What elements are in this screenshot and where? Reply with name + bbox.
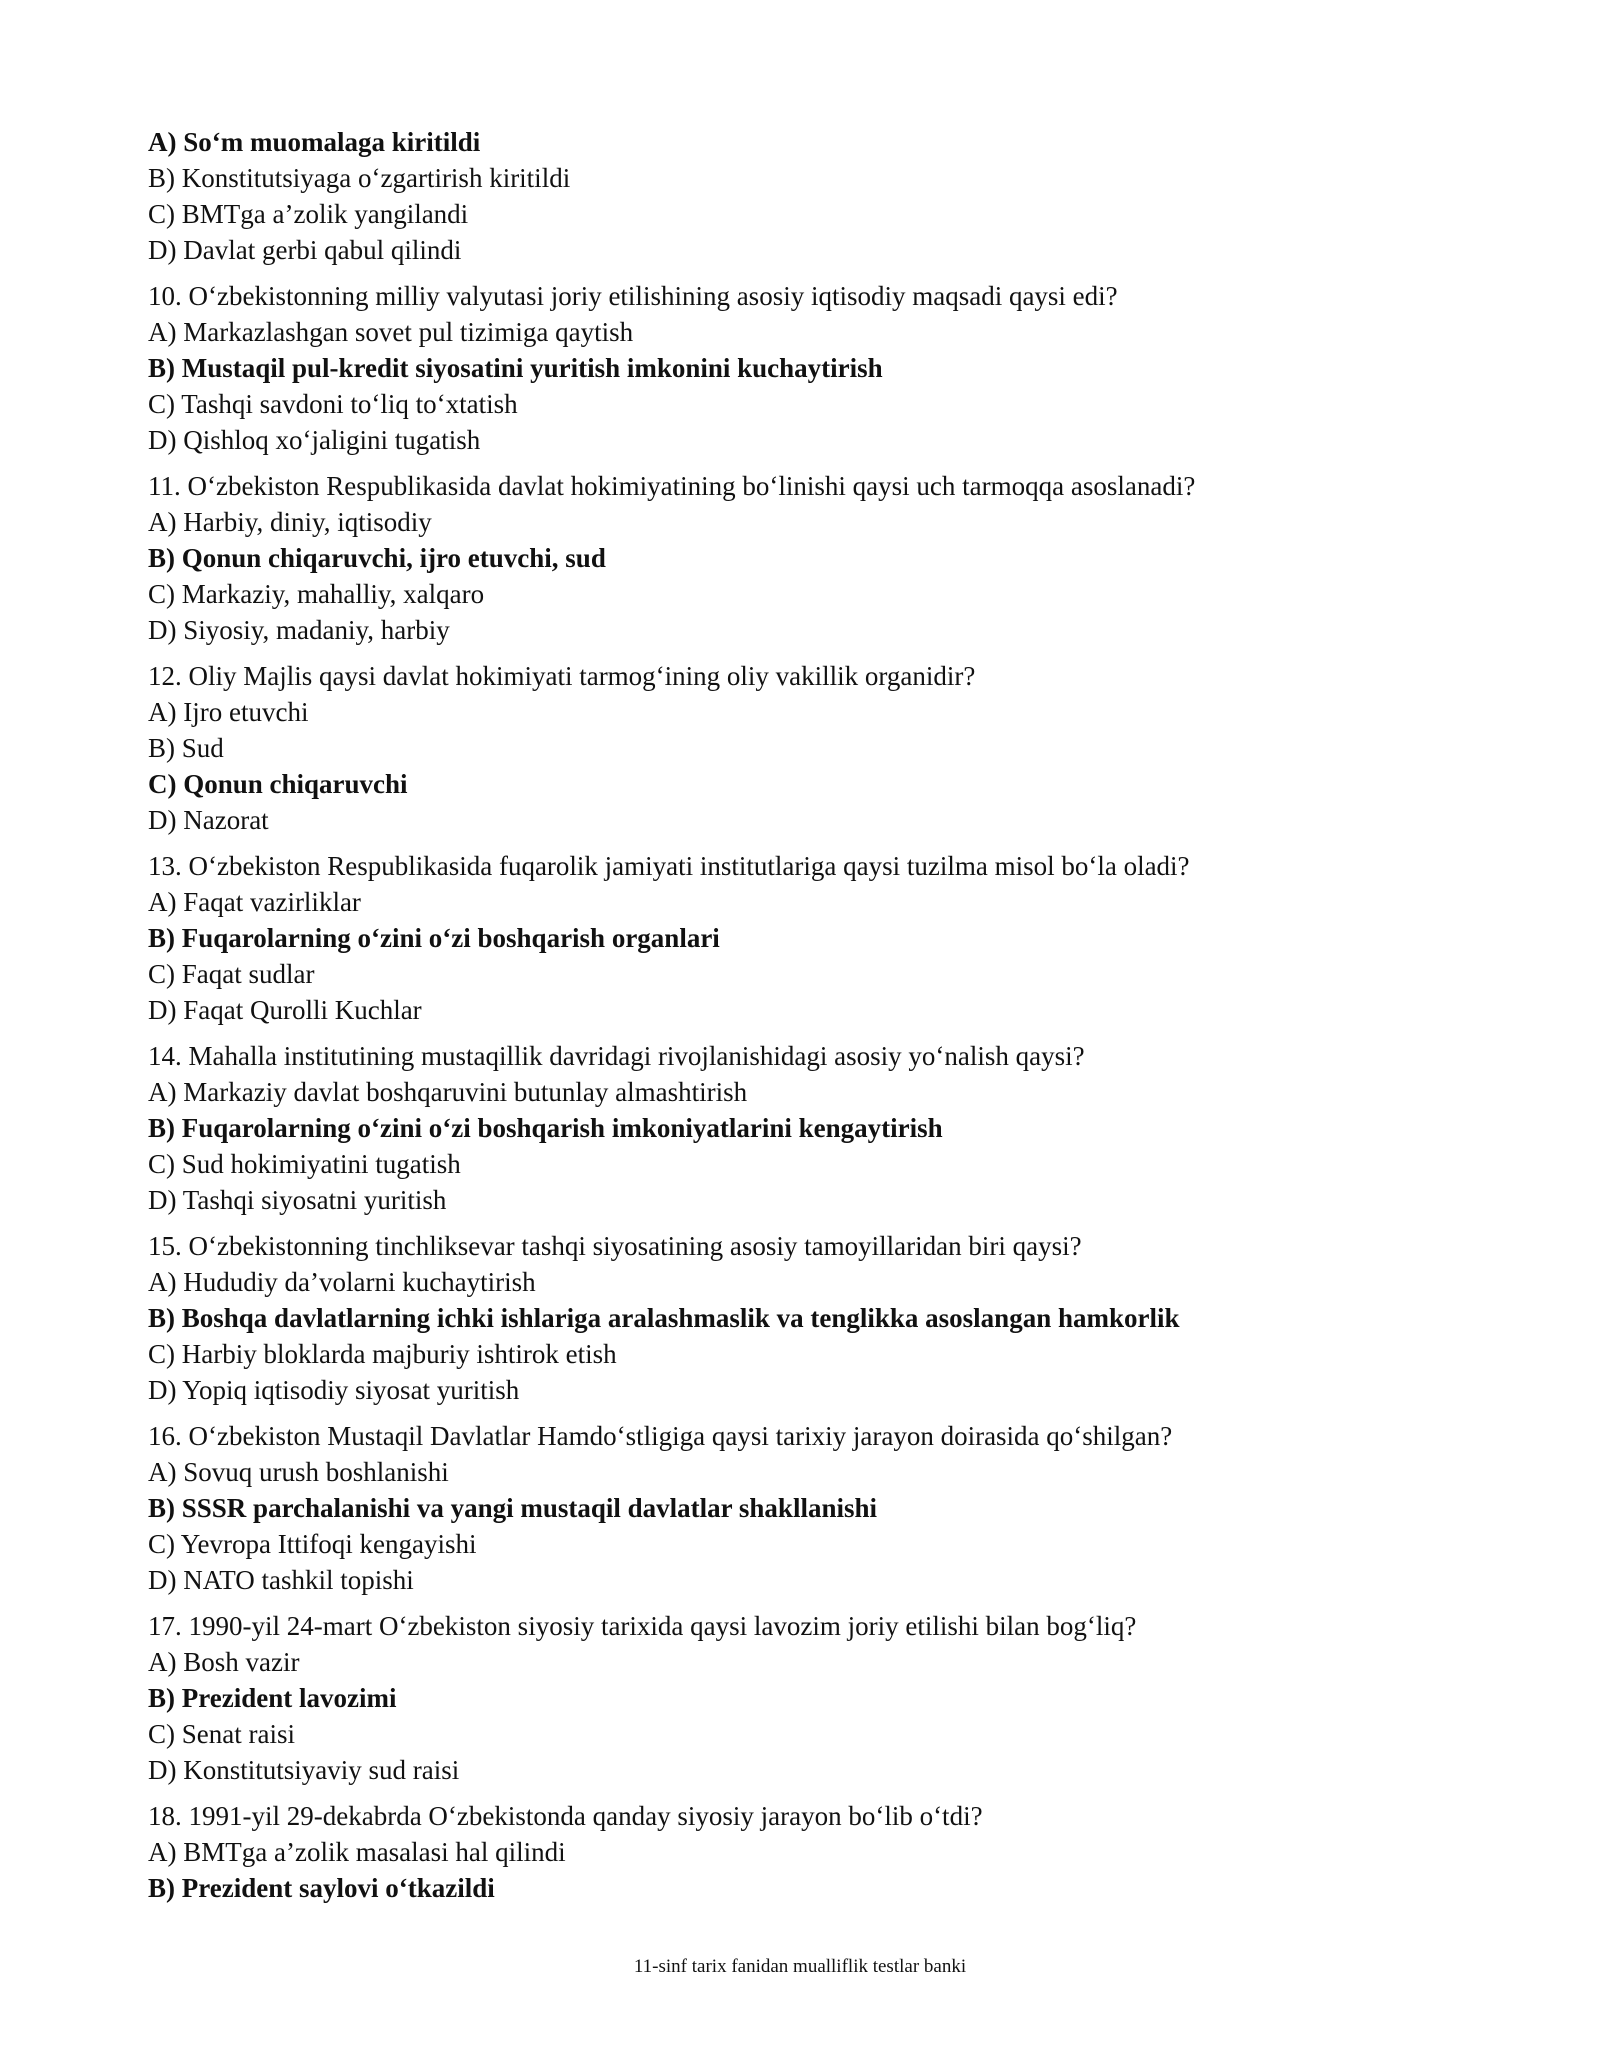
answer-option: A) Harbiy, diniy, iqtisodiy xyxy=(148,507,432,537)
answer-option-correct: B) Mustaqil pul-kredit siyosatini yuritish imkonini kuchaytirish xyxy=(148,353,883,383)
question-text: 15. O‘zbekistonning tinchliksevar tashqi siyosatining asosiy tamoyillaridan biri qaysi? xyxy=(148,1231,1082,1261)
answer-option-correct: B) Fuqarolarning o‘zini o‘zi boshqarish imkoniyatlarini kengaytirish xyxy=(148,1113,943,1143)
question-text: 11. O‘zbekiston Respublikasida davlat hokimiyatining bo‘linishi qaysi uch tarmoqqa asoslanadi? xyxy=(148,471,1196,501)
answer-option: C) Yevropa Ittifoqi kengayishi xyxy=(148,1529,477,1559)
answer-option: B) Sud xyxy=(148,733,224,763)
answer-option: A) Markazlashgan sovet pul tizimiga qaytish xyxy=(148,317,634,347)
question-block-16 xyxy=(148,1418,1488,1598)
answer-option: D) Yopiq iqtisodiy siyosat yuritish xyxy=(148,1375,520,1405)
answer-option: C) BMTga a’zolik yangilandi xyxy=(148,199,469,229)
question-block-18 xyxy=(148,1798,1488,1906)
answer-option: C) Markaziy, mahalliy, xalqaro xyxy=(148,579,485,609)
answer-option: D) Davlat gerbi qabul qilindi xyxy=(148,235,462,265)
answer-option: A) Faqat vazirliklar xyxy=(148,887,361,917)
answer-option-correct: B) SSSR parchalanishi va yangi mustaqil davlatlar shakllanishi xyxy=(148,1493,877,1523)
answer-option: C) Faqat sudlar xyxy=(148,959,315,989)
answer-option-correct: B) Prezident saylovi o‘tkazildi xyxy=(148,1873,495,1903)
answer-option: C) Sud hokimiyatini tugatish xyxy=(148,1149,461,1179)
answer-option: A) Ijro etuvchi xyxy=(148,697,309,727)
answer-option: B) Konstitutsiyaga o‘zgartirish kiritildi xyxy=(148,163,571,193)
question-block-12 xyxy=(148,658,1488,838)
question-text: 12. Oliy Majlis qaysi davlat hokimiyati tarmog‘ining oliy vakillik organidir? xyxy=(148,661,976,691)
answer-option: A) Markaziy davlat boshqaruvini butunlay almashtirish xyxy=(148,1077,748,1107)
answer-option: D) Konstitutsiyaviy sud raisi xyxy=(148,1755,460,1785)
answer-option: A) Hududiy da’volarni kuchaytirish xyxy=(148,1267,536,1297)
answer-option: C) Senat raisi xyxy=(148,1719,295,1749)
page-footer: 11-sinf tarix fanidan mualliflik testlar banki xyxy=(633,1956,967,1977)
answer-option-correct: B) Fuqarolarning o‘zini o‘zi boshqarish organlari xyxy=(148,923,720,953)
answer-option: D) Tashqi siyosatni yuritish xyxy=(148,1185,447,1215)
answer-option-correct: B) Boshqa davlatlarning ichki ishlariga aralashmaslik va tenglikka asoslangan hamkorlik xyxy=(148,1303,1180,1333)
answer-option-correct: C) Qonun chiqaruvchi xyxy=(148,769,408,799)
question-block-13 xyxy=(148,848,1488,1028)
answer-option: C) Harbiy bloklarda majburiy ishtirok etish xyxy=(148,1339,617,1369)
answer-option: D) Nazorat xyxy=(148,805,269,835)
answer-option: A) BMTga a’zolik masalasi hal qilindi xyxy=(148,1837,566,1867)
question-text: 18. 1991-yil 29-dekabrda O‘zbekistonda qanday siyosiy jarayon bo‘lib o‘tdi? xyxy=(148,1801,983,1831)
answer-option-correct: A) So‘m muomalaga kiritildi xyxy=(148,127,481,157)
question-text: 17. 1990-yil 24-mart O‘zbekiston siyosiy tarixida qaysi lavozim joriy etilishi bilan bog‘liq? xyxy=(148,1611,1137,1641)
question-block-10 xyxy=(148,278,1488,458)
answer-option-correct: B) Prezident lavozimi xyxy=(148,1683,397,1713)
continued-question-block xyxy=(148,124,1488,268)
question-text: 16. O‘zbekiston Mustaqil Davlatlar Hamdo‘stligiga qaysi tarixiy jarayon doirasida qo‘shilgan? xyxy=(148,1421,1173,1451)
answer-option: D) Siyosiy, madaniy, harbiy xyxy=(148,615,450,645)
question-text: 13. O‘zbekiston Respublikasida fuqarolik jamiyati institutlariga qaysi tuzilma misol bo‘la oladi? xyxy=(148,851,1190,881)
answer-option: D) Faqat Qurolli Kuchlar xyxy=(148,995,422,1025)
answer-option: A) Sovuq urush boshlanishi xyxy=(148,1457,449,1487)
question-block-14 xyxy=(148,1038,1488,1218)
test-page-content xyxy=(148,124,1488,1906)
answer-option: D) NATO tashkil topishi xyxy=(148,1565,414,1595)
question-text: 14. Mahalla institutining mustaqillik davridagi rivojlanishidagi asosiy yo‘nalish qaysi? xyxy=(148,1041,1085,1071)
question-block-17 xyxy=(148,1608,1488,1788)
question-text: 10. O‘zbekistonning milliy valyutasi joriy etilishining asosiy iqtisodiy maqsadi qaysi edi? xyxy=(148,281,1118,311)
answer-option: D) Qishloq xo‘jaligini tugatish xyxy=(148,425,481,455)
question-block-11 xyxy=(148,468,1488,648)
answer-option-correct: B) Qonun chiqaruvchi, ijro etuvchi, sud xyxy=(148,543,606,573)
answer-option: A) Bosh vazir xyxy=(148,1647,300,1677)
answer-option: C) Tashqi savdoni to‘liq to‘xtatish xyxy=(148,389,518,419)
question-block-15 xyxy=(148,1228,1488,1408)
